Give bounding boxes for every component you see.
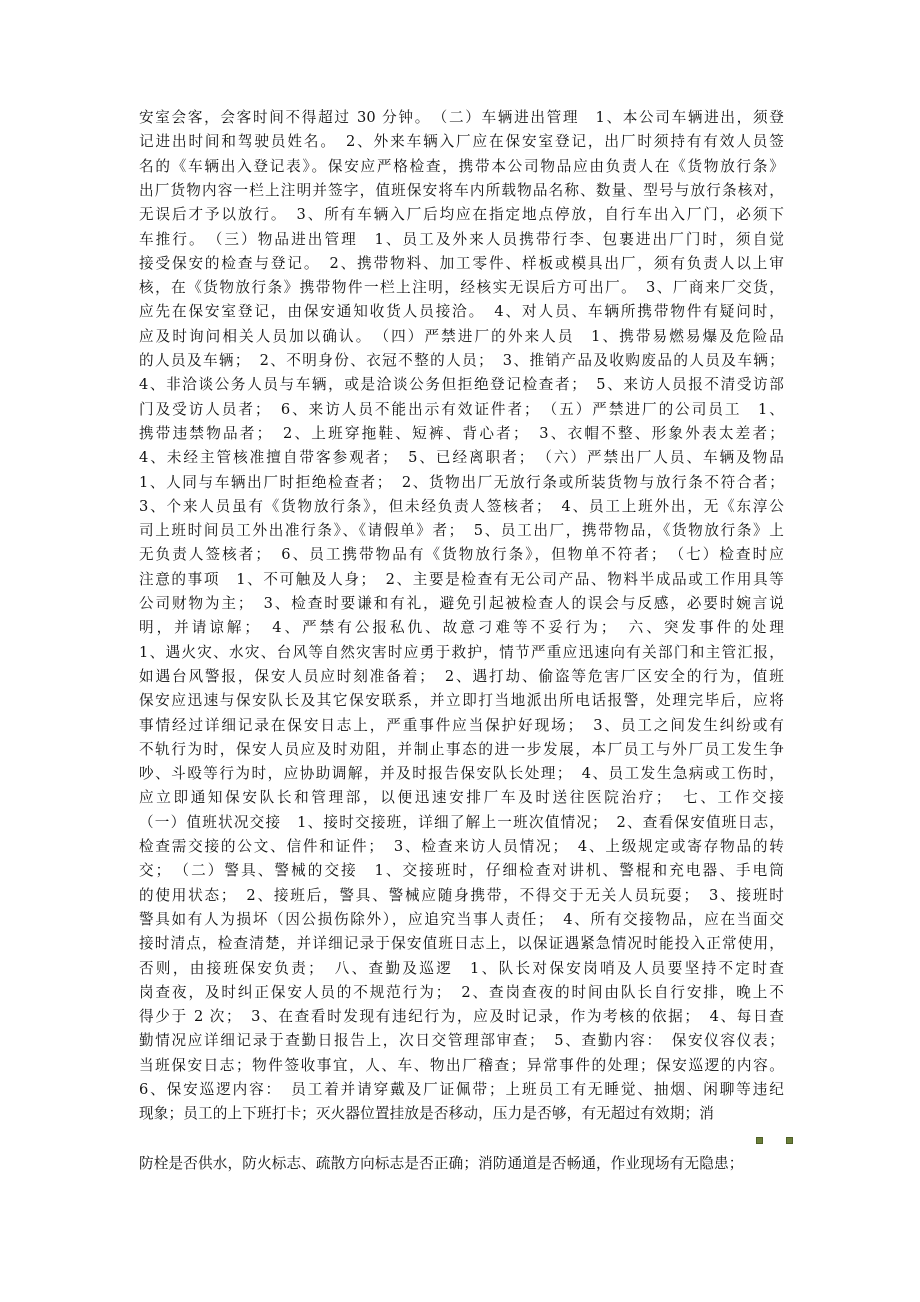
text-line: 保安应迅速与保安队长及其它保安联系，并立即打当地派出所电话报警，处理完毕后，应将 <box>139 692 784 710</box>
page-break-marker-right <box>786 1137 793 1144</box>
text-line: 无误后才予以放行。 3、所有车辆入厂后均应在指定地点停放，自行车出入厂门，必须下 <box>139 206 784 224</box>
text-line: 无负责人签核者； 6、员工携带物品有《货物放行条》，但物单不符者； （七）检查时应 <box>139 546 784 564</box>
text-line: 的使用状态； 2、接班后，警具、警械应随身携带，不得交于无关人员玩耍； 3、接班时 <box>139 886 784 904</box>
text-line: 岗查夜，及时纠正保安人员的不规范行为； 2、查岗查夜的时间由队长自行安排，晚上不 <box>139 983 784 1001</box>
text-line: 4、非洽谈公务人员与车辆，或是洽谈公务但拒绝登记检查者； 5、来访人员报不清受访部 <box>139 376 784 394</box>
text-line: 警具如有人为损坏（因公损伤除外），应追究当事人责任； 4、所有交接物品，应在当面交 <box>139 910 784 928</box>
text-line: 出厂货物内容一栏上注明并签字，值班保安将车内所载物品名称、数量、型号与放行条核对， <box>139 181 784 199</box>
text-line: 事情经过详细记录在保安日志上，严重事件应当保护好现场； 3、员工之间发生纠纷或有 <box>139 716 784 734</box>
text-line: 如遇台风警报，保安人员应时刻准备着； 2、遇打劫、偷盗等危害厂区安全的行为，值班 <box>139 667 784 685</box>
text-line: 安室会客，会客时间不得超过 30 分钟。 （二）车辆进出管理 1、本公司车辆进出，须登 <box>139 109 784 126</box>
text-line: 勤情况应详细记录于查勤日报告上，次日交管理部审查； 5、查勤内容： 保安仪容仪表； <box>139 1032 784 1050</box>
text-line: 车推行。 （三）物品进出管理 1、员工及外来人员携带行李、包裹进出厂门时，须自觉 <box>139 230 784 248</box>
text-line: 应先在保安室登记，由保安通知收货人员接洽。 4、对人员、车辆所携带物件有疑问时， <box>139 303 784 321</box>
text-line: 4、未经主管核准擅自带客参观者； 5、已经离职者； （六）严禁出厂人员、车辆及物品 <box>139 449 784 467</box>
text-line: 当班保安日志；物件签收事宜，人、车、物出厂稽查；异常事件的处理；保安巡逻的内容。 <box>139 1056 784 1074</box>
text-line: 1、遇火灾、水灾、台风等自然灾害时应勇于救护，情节严重应迅速向有关部门和主管汇报， <box>139 643 784 661</box>
text-line: 现象；员工的上下班打卡；灭火器位置挂放是否移动，压力是否够，有无超过有效期；消 <box>139 1105 715 1123</box>
text-line: （一）值班状况交接 1、接时交接班，详细了解上一班次值情况； 2、查看保安值班日志， <box>139 813 784 831</box>
text-line: 记进出时间和驾驶员姓名。 2、外来车辆入厂应在保安室登记，出厂时须持有有效人员签 <box>139 133 784 151</box>
text-line: 的人员及车辆； 2、不明身份、衣冠不整的人员； 3、推销产品及收购废品的人员及车辆； <box>139 352 784 369</box>
text-line: 门及受访人员者； 6、来访人员不能出示有效证件者； （五）严禁进厂的公司员工 1、 <box>139 400 784 418</box>
text-line: 名的《车辆出入登记表》。保安应严格检查，携带本公司物品应由负责人在《货物放行条》 <box>139 157 784 175</box>
text-line: 应立即通知保安队长和管理部，以便迅速安排厂车及时送往医院治疗； 七、工作交接 <box>139 789 784 807</box>
text-line: 吵、斗殴等行为时，应协助调解，并及时报告保安队长处理； 4、员工发生急病或工伤时， <box>139 765 784 783</box>
page-break-marker-left <box>756 1137 763 1144</box>
text-line: 接时清点，检查清楚，并详细记录于保安值班日志上，以保证遇紧急情况时能投入正常使用， <box>139 935 784 953</box>
text-line: 不轨行为时，保安人员应及时劝阻，并制止事态的进一步发展，本厂员工与外厂员工发生争 <box>139 740 784 758</box>
text-line: 检查需交接的公文、信件和证件； 3、检查来访人员情况； 4、上级规定或寄存物品的转 <box>139 838 784 855</box>
text-line: 核，在《货物放行条》携带物件一栏上注明，经核实无误后方可出厂。 3、厂商来厂交货， <box>139 279 784 297</box>
text-line: 应及时询问相关人员加以确认。 （四）严禁进厂的外来人员 1、携带易燃易爆及危险品 <box>139 327 784 345</box>
text-line: 3、个来人员虽有《货物放行条》，但未经负责人签核者； 4、员工上班外出，无《东淳公 <box>139 497 784 515</box>
text-line: 明，并请谅解； 4、严禁有公报私仇、故意刁难等不妥行为； 六、突发事件的处理 <box>139 619 784 637</box>
text-line: 交； （二）警具、警械的交接 1、交接班时，仔细检查对讲机、警棍和充电器、手电筒 <box>139 862 784 880</box>
text-line: 注意的事项 1、不可触及人身； 2、主要是检查有无公司产品、物料半成品或工作用具等 <box>139 570 784 588</box>
continuation-line: 防栓是否供水，防火标志、疏散方向标志是否正确；消防通道是否畅通，作业现场有无隐患； <box>139 1155 744 1172</box>
text-line: 得少于 2 次； 3、在查看时发现有违纪行为，应及时记录，作为考核的依据； 4、每日查 <box>139 1008 784 1026</box>
text-line: 公司财物为主； 3、检查时要谦和有礼，避免引起被检查人的误会与反感，必要时婉言说 <box>139 595 784 612</box>
text-line: 否则，由接班保安负责； 八、查勤及巡逻 1、队长对保安岗哨及人员要坚持不定时查 <box>139 959 784 977</box>
text-line: 接受保安的检查与登记。 2、携带物料、加工零件、样板或模具出厂，须有负责人以上审 <box>139 254 784 272</box>
text-line: 1、人同与车辆出厂时拒绝检查者； 2、货物出厂无放行条或所装货物与放行条不符合者； <box>139 473 784 491</box>
text-line: 司上班时间员工外出准行条》、《请假单》者； 5、员工出厂，携带物品，《货物放行条》上 <box>139 522 784 540</box>
text-line: 6、保安巡逻内容： 员工着并请穿戴及厂证佩带；上班员工有无睡觉、抽烟、闲聊等违纪 <box>139 1081 784 1098</box>
text-line: 携带违禁物品者； 2、上班穿拖鞋、短裤、背心者； 3、衣帽不整、形象外表太差者； <box>139 424 784 442</box>
